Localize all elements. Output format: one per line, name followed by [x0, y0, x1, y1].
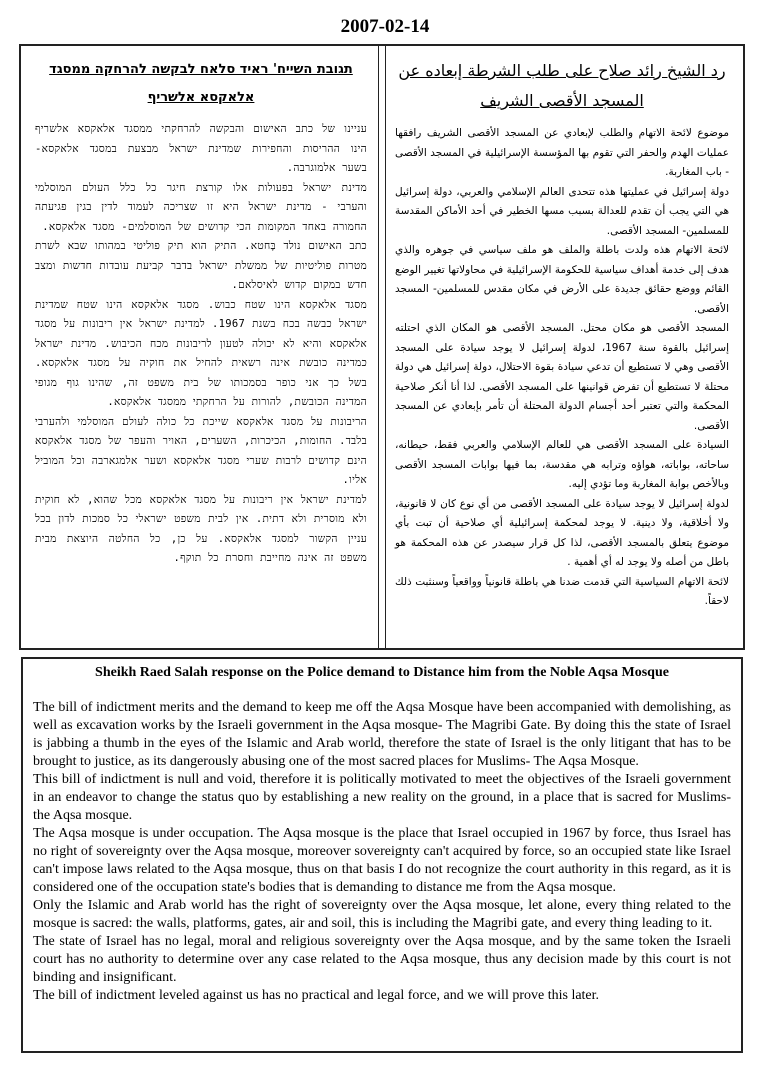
english-paragraph: The bill of indictment merits and the demand to keep me off the Aqsa Mosque have been accompanied with demolishing, as well as excavation works by the Israeli government in the Aqsa mosque- The Magribi Gate. By doing this the state of Israel is jabbing a thumb in the eyes of the Islamic and Arab world, therefore the state of Israel is the only litigant that has to be brought to justice, as its dangerously abusing one of the most sacred places for Muslims- The Aqsa Mosque.	[33, 700, 731, 769]
arabic-paragraph: لائحة الاتهام هذه ولدت باطلة والملف هو ملف سياسي في جوهره والذي هدف إلى خدمة أهداف سياسية للحكومة الإسرائيلية في محاولاتها تغيير الوضع القائم ووضع حقائق جديدة على الأرض في مكان مقدس للمسلمين- المسجد الأقصى.	[395, 244, 729, 315]
english-paragraph: Only the Islamic and Arab world has the right of sovereignty over the Aqsa mosque, let alone, every thing related to the mosque is sacred: the walls, platforms, gates, air and soil, this is including the Magribi gate, and every thing leading to it.	[33, 898, 731, 931]
english-body	[33, 699, 731, 1005]
hebrew-paragraph: מסגד אלאקסא הינו שטח כבוש. מסגד אלאקסא הינו שטח שמדינת ישראל כבשה בכח בשנת 1967. למדינת ישראל אין ריבונות על מסגד אלאקסא והיא לא יכולה לטעון לריבונות מכח הכיבוש. מדינת ישראל כמדינה כובשת אינה רשאית להחיל את חוקיה על מסגד אלאקסא. בשל כך אני כופר בסמכותו של בית משפט זה, שהינו גוף מגופי המדינה הכובשת, להורות על הרחקתי ממסגד אלאקסא.	[35, 298, 367, 408]
arabic-paragraph: لائحة الاتهام السياسية التي قدمت ضدنا هي باطلة قانونياً وواقعياً وسنثبت ذلك لاحقاً.	[395, 575, 729, 607]
arabic-title: رد الشيخ رائد صلاح على طلب الشرطة إبعاده عن المسجد الأقصى الشريف	[398, 61, 726, 110]
arabic-paragraph: دولة إسرائيل في عمليتها هذه تتحدى العالم الإسلامي والعربي، دولة إسرائيل هي التي يجب أن تقدم للعدالة بسبب مسها الخطير في أحد الأماكن المقدسة للمسلمين- المسجد الأقصى.	[395, 185, 729, 237]
arabic-paragraph: موضوع لائحة الاتهام والطلب لإبعادي عن المسجد الأقصى الشريف رافقها عمليات الهدم والحفر التي تقوم بها المؤسسة الإسرائيلية في المسجد الأقصى - باب المغاربة.	[395, 127, 729, 178]
arabic-paragraph: المسجد الأقصى هو مكان محتل. المسجد الأقصى هو المكان الذي احتلته إسرائيل بالقوة سنة 1967، لدولة إسرائيل لا يوجد سيادة على المسجد الأقصى وهي لا تستطيع أن تدعي سيادة بقوة الاحتلال، دولة إسرائيل هي دولة محتلة لا تستطيع أن تفرض قوانينها على المسجد الأقصى. لذا أنا أنكر صلاحية المحكمة والتي تعتبر أحد أجسام الدولة المحتلة أن تأمر بإبعادي عن المسجد الأقصى.	[395, 322, 729, 432]
translations-frame	[19, 44, 745, 650]
english-title: Sheikh Raed Salah response on the Police demand to Distance him from the Noble Aqsa Mosque	[95, 665, 669, 680]
arabic-paragraph: السيادة على المسجد الأقصى هي للعالم الإسلامي والعربي فقط، حيطانه، ساحاته، بواباته، هواؤه وترابه هي مقدسة، بما فيها بوابات المسجد الأقصى وبالأخص بوابة المغاربة وما تؤدي إليه.	[395, 439, 729, 490]
hebrew-paragraph: הריבונות על מסגד אלאקסא שייכת כל כולה לעולם המוסלמי ולהערבי בלבד. החומות, הכיכרות, השערים, האויר והעפר של מסגד אלאקסא הינם קדושים לרבות שערי מסגד אלאקסא ושער אלמגארבה וכל המוביל אליו.	[35, 415, 367, 486]
arabic-paragraph: لدولة إسرائيل لا يوجد سيادة على المسجد الأقصى من أي نوع كان لا قانونية، ولا أخلاقية، ولا دينية. لا يوجد لمحكمة إسرائيلية أي صلاحية أن تبت بأي موضوع يتعلق بالمسجد الأقصى، لذا كل قرار سيصدر عن هذه المحكمة هو باطل من أصله ولا يوجد له أي أهمية .	[395, 497, 729, 568]
english-paragraph: The bill of indictment leveled against us has no practical and legal force, and we will prove this later.	[33, 988, 600, 1003]
english-paragraph: The Aqsa mosque is under occupation. The Aqsa mosque is the place that Israel occupied in 1967 by force, thus Israel has no right of sovereignty over the Aqsa mosque, moreover sovereignty can't acquired by force, so an occupied state like Israel can't impose laws related to the Aqsa mosque, thus on that basis I do not recognize the court authority in this regard, as it is considered one of the occupation state's bodies that is demanding to distance me from the Aqsa mosque.	[33, 826, 731, 895]
hebrew-paragraph: כתב האישום נולד בָּחטא. התיק הוא תיק פוליטי במהותו שבא לשרת מטרות פוליטיות של ממשלת ישראל בדבר קביעת עובדות חדשות ומצב חדש במקום קדוש לאיסלאם.	[35, 240, 367, 291]
english-paragraph: The state of Israel has no legal, moral and religious sovereignty over the Aqsa mosque, and by the same token the Israeli court has no authority to determine over any case related to the Aqsa mosque, thus any decision made by this court is not binding and insignificant.	[33, 934, 731, 985]
english-paragraph: This bill of indictment is null and void, therefore it is politically motivated to meet the objectives of the Israeli government in an endeavor to change the status quo by establishing a new reality on the ground, in a place that is sacred for Muslims- the Aqsa mosque.	[33, 772, 731, 823]
hebrew-column	[25, 50, 377, 644]
hebrew-paragraph: למדינת ישראל אין ריבונות על מסגד אלאקסא מכל שהוא, לא חוקית ולא מוסרית ולא דתית. אין לבית משפט ישראלי כל סמכות לדון בכל עניין הקשור למסגד אלאקסא. על כן, כל החלטה היוצאת מבית משפט זה אינה מחייבת וחסרת כל תוקף.	[35, 493, 367, 564]
arabic-column	[385, 50, 739, 644]
english-frame	[21, 657, 743, 1053]
hebrew-title: תגובת השייח' ראיד סלאח לבקשה להרחקה ממסגד אלאקסא אלשריף	[49, 62, 353, 105]
document-date: 2007-02-14	[340, 16, 430, 37]
hebrew-paragraph: מדינת ישראל בפעולות אלו קורצת חיגר כל כלל העולם המוסלמי והערבי - מדינת ישראל היא זו שצריכה לעמוד לדין בגין פגיעתה החמורה באחד המקומות הכי קדושים של המוסלמים- מסגד אלאקסא.	[35, 181, 367, 233]
hebrew-paragraph: עניינו של כתב האישום והבקשה להרחקתי ממסגד אלאקסא אלשריף הינו ההריסות והחפירות שמדינת ישראל מבצעת במסגד אלאקסא- בשער אלמוגרבה.	[35, 123, 367, 174]
